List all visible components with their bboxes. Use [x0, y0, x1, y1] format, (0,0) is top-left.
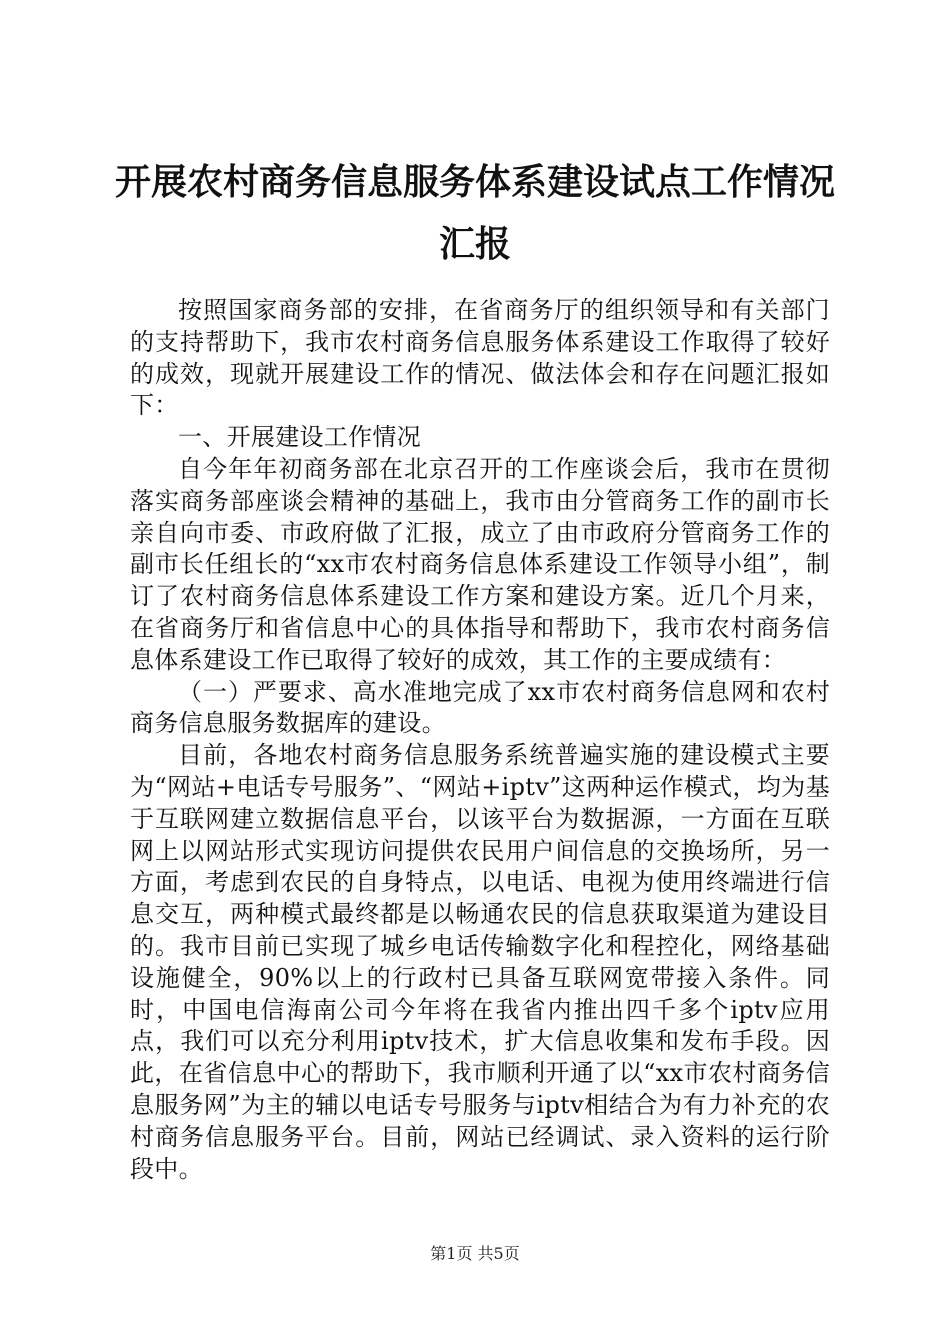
subsection-heading: （一）严要求、高水准地完成了xx市农村商务信息网和农村商务信息服务数据库的建设。 — [130, 677, 830, 738]
intro-paragraph: 按照国家商务部的安排，在省商务厅的组织领导和有关部门的支持帮助下，我市农村商务信息服务体系建设工作取得了较好的成效，现就开展建设工作的情况、做法体会和存在问题汇报如下： — [130, 296, 830, 420]
document-title-line-2: 汇报 — [438, 223, 511, 265]
body-paragraph: 自今年年初商务部在北京召开的工作座谈会后，我市在贯彻落实商务部座谈会精神的基础上，我市由分管商务工作的副市长亲自向市委、市政府做了汇报，成立了由市政府分管商务工作的副市长任组长的“xx市农村商务信息体系建设工作领导小组”，制订了农村商务信息体系建设工作方案和建设方案。近几个月来，在省商务厅和省信息中心的具体指导和帮助下，我市农村商务信息体系建设工作已取得了较好的成效，其工作的主要成绩有： — [130, 454, 830, 674]
body-paragraph: 目前，各地农村商务信息服务系统普遍实施的建设模式主要为“网站+电话专号服务”、“网站+iptv”这两种运作模式，均为基于互联网建立数据信息平台，以该平台为数据源，一方面在互联网上以网站形式实现访问提供农民用户间信息的交换场所，另一方面，考虑到农民的自身特点，以电话、电视为使用终端进行信息交互，两种模式最终都是以畅通农民的信息获取渠道为建设目的。我市目前已实现了城乡电话传输数字化和程控化，网络基础设施健全，90%以上的行政村已具备互联网宽带接入条件。同时，中国电信海南公司今年将在我省内推出四千多个iptv应用点，我们可以充分利用iptv技术，扩大信息收集和发布手段。因此，在省信息中心的帮助下，我市顺利开通了以“xx市农村商务信息服务网”为主的辅以电话专号服务与iptv相结合为有力补充的农村商务信息服务平台。目前，网站已经调试、录入资料的运行阶段中。 — [130, 741, 830, 1183]
document-body — [130, 295, 830, 1185]
document-title-line-1: 开展农村商务信息服务体系建设试点工作情况 — [114, 161, 835, 203]
page-footer: 第1页 共5页 — [430, 1244, 520, 1263]
section-heading: 一、开展建设工作情况 — [178, 423, 421, 452]
